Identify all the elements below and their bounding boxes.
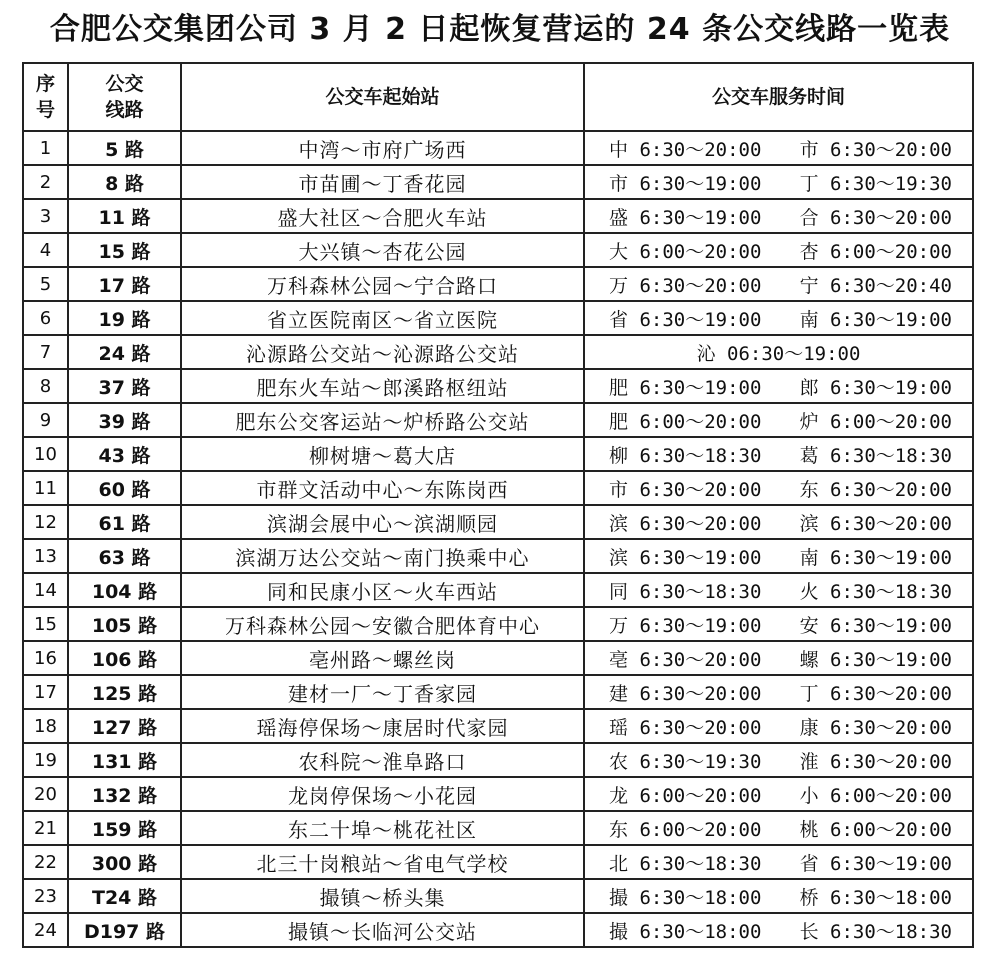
service-hours-end-terminal: 南 6:30～19:00	[799, 546, 952, 569]
row-index: 1	[23, 131, 68, 165]
route-stations: 建材一厂～丁香家园	[181, 675, 584, 709]
service-hours-start-terminal: 瑶 6:30～20:00	[609, 716, 762, 739]
table-row	[23, 879, 973, 913]
service-hours	[584, 471, 973, 505]
route-number: 104 路	[68, 573, 181, 607]
route-stations: 省立医院南区～省立医院	[181, 301, 584, 335]
service-hours-end-terminal: 宁 6:30～20:40	[799, 274, 952, 297]
row-index: 10	[23, 437, 68, 471]
route-stations: 大兴镇～杏花公园	[181, 233, 584, 267]
service-hours-end-terminal: 安 6:30～19:00	[799, 614, 952, 637]
service-hours	[584, 777, 973, 811]
route-number: 37 路	[68, 369, 181, 403]
route-number: 8 路	[68, 165, 181, 199]
route-stations: 肥东公交客运站～炉桥路公交站	[181, 403, 584, 437]
route-stations: 撮镇～长临河公交站	[181, 913, 584, 947]
route-number: 11 路	[68, 199, 181, 233]
service-hours-end-terminal: 郎 6:30～19:00	[799, 376, 952, 399]
page-title: 合肥公交集团公司 3 月 2 日起恢复营运的 24 条公交线路一览表	[49, 12, 951, 47]
service-hours	[584, 165, 973, 199]
route-stations: 北三十岗粮站～省电气学校	[181, 845, 584, 879]
service-hours-end-terminal: 南 6:30～19:00	[799, 308, 952, 331]
route-number: 15 路	[68, 233, 181, 267]
route-stations: 市苗圃～丁香花园	[181, 165, 584, 199]
service-hours	[584, 369, 973, 403]
row-index: 19	[23, 743, 68, 777]
route-stations: 东二十埠～桃花社区	[181, 811, 584, 845]
service-hours-end-terminal: 康 6:30～20:00	[799, 716, 952, 739]
service-hours	[584, 131, 973, 165]
route-number: T24 路	[68, 879, 181, 913]
service-hours-end-terminal: 桃 6:00～20:00	[799, 818, 952, 841]
table-row	[23, 301, 973, 335]
route-number: 60 路	[68, 471, 181, 505]
service-hours-start-terminal: 市 6:30～20:00	[609, 478, 762, 501]
table-row	[23, 539, 973, 573]
route-number: 19 路	[68, 301, 181, 335]
row-index: 14	[23, 573, 68, 607]
route-number: D197 路	[68, 913, 181, 947]
service-hours	[584, 199, 973, 233]
service-hours	[584, 301, 973, 335]
route-number: 106 路	[68, 641, 181, 675]
service-hours-start-terminal: 万 6:30～19:00	[609, 614, 762, 637]
row-index: 24	[23, 913, 68, 947]
table-row	[23, 505, 973, 539]
service-hours-end-terminal: 火 6:30～18:30	[799, 580, 952, 603]
service-hours-start-terminal: 肥 6:30～19:00	[609, 376, 762, 399]
route-stations: 肥东火车站～郎溪路枢纽站	[181, 369, 584, 403]
service-hours-end-terminal: 省 6:30～19:00	[799, 852, 952, 875]
row-index: 6	[23, 301, 68, 335]
table-row	[23, 913, 973, 947]
service-hours-start-terminal: 柳 6:30～18:30	[609, 444, 762, 467]
row-index: 9	[23, 403, 68, 437]
row-index: 18	[23, 709, 68, 743]
table-row	[23, 403, 973, 437]
route-stations: 市群文活动中心～东陈岗西	[181, 471, 584, 505]
header-hours: 公交车服务时间	[584, 63, 973, 131]
service-hours-end-terminal: 葛 6:30～18:30	[799, 444, 952, 467]
service-hours	[584, 641, 973, 675]
route-number: 300 路	[68, 845, 181, 879]
service-hours	[584, 539, 973, 573]
table-row	[23, 743, 973, 777]
row-index: 21	[23, 811, 68, 845]
table-row	[23, 675, 973, 709]
route-stations: 万科森林公园～宁合路口	[181, 267, 584, 301]
route-stations: 中湾～市府广场西	[181, 131, 584, 165]
route-stations: 撮镇～桥头集	[181, 879, 584, 913]
service-hours-end-terminal: 小 6:00～20:00	[799, 784, 952, 807]
service-hours-start-terminal: 撮 6:30～18:00	[609, 886, 762, 909]
service-hours-end-terminal: 合 6:30～20:00	[799, 206, 952, 229]
route-stations: 同和民康小区～火车西站	[181, 573, 584, 607]
service-hours-start-terminal: 中 6:30～20:00	[609, 138, 762, 161]
table-row	[23, 131, 973, 165]
service-hours	[584, 573, 973, 607]
service-hours	[584, 845, 973, 879]
table-row	[23, 641, 973, 675]
header-index: 序号	[23, 63, 68, 131]
table-body	[23, 131, 973, 947]
route-stations: 沁源路公交站～沁源路公交站	[181, 335, 584, 369]
row-index: 17	[23, 675, 68, 709]
service-hours	[584, 505, 973, 539]
table-row	[23, 267, 973, 301]
service-hours-start-terminal: 省 6:30～19:00	[609, 308, 762, 331]
table-row	[23, 811, 973, 845]
service-hours-end-terminal: 长 6:30～18:30	[799, 920, 952, 943]
route-number: 43 路	[68, 437, 181, 471]
service-hours-start-terminal: 建 6:30～20:00	[609, 682, 762, 705]
service-hours	[584, 743, 973, 777]
service-hours	[584, 403, 973, 437]
table-row	[23, 233, 973, 267]
service-hours-start-terminal: 农 6:30～19:30	[609, 750, 762, 773]
service-hours-end-terminal: 丁 6:30～20:00	[799, 682, 952, 705]
table-row	[23, 607, 973, 641]
service-hours-end-terminal: 炉 6:00～20:00	[799, 410, 952, 433]
service-hours-start-terminal: 撮 6:30～18:00	[609, 920, 762, 943]
table-row	[23, 199, 973, 233]
row-index: 16	[23, 641, 68, 675]
row-index: 3	[23, 199, 68, 233]
row-index: 22	[23, 845, 68, 879]
service-hours-start-terminal: 龙 6:00～20:00	[609, 784, 762, 807]
table-row	[23, 437, 973, 471]
service-hours	[584, 607, 973, 641]
route-stations: 柳树塘～葛大店	[181, 437, 584, 471]
service-hours-end-terminal: 桥 6:30～18:00	[799, 886, 952, 909]
header-stations: 公交车起始站	[181, 63, 584, 131]
service-hours-end-terminal: 滨 6:30～20:00	[799, 512, 952, 535]
row-index: 8	[23, 369, 68, 403]
route-stations: 农科院～淮阜路口	[181, 743, 584, 777]
service-hours	[584, 913, 973, 947]
row-index: 13	[23, 539, 68, 573]
table-row	[23, 471, 973, 505]
service-hours-loop: 沁 06:30～19:00	[696, 342, 861, 365]
row-index: 2	[23, 165, 68, 199]
route-number: 39 路	[68, 403, 181, 437]
route-stations: 亳州路～螺丝岗	[181, 641, 584, 675]
route-number: 24 路	[68, 335, 181, 369]
route-number: 5 路	[68, 131, 181, 165]
service-hours	[584, 335, 973, 369]
service-hours-end-terminal: 丁 6:30～19:30	[799, 172, 952, 195]
service-hours	[584, 233, 973, 267]
header-route: 公交 线路	[68, 63, 181, 131]
route-number: 132 路	[68, 777, 181, 811]
table-row	[23, 369, 973, 403]
service-hours-end-terminal: 螺 6:30～19:00	[799, 648, 952, 671]
service-hours	[584, 709, 973, 743]
service-hours-end-terminal: 市 6:30～20:00	[799, 138, 952, 161]
service-hours	[584, 437, 973, 471]
route-stations: 滨湖万达公交站～南门换乘中心	[181, 539, 584, 573]
route-number: 63 路	[68, 539, 181, 573]
row-index: 12	[23, 505, 68, 539]
table-row	[23, 777, 973, 811]
service-hours-start-terminal: 盛 6:30～19:00	[609, 206, 762, 229]
service-hours-end-terminal: 杏 6:00～20:00	[799, 240, 952, 263]
row-index: 4	[23, 233, 68, 267]
service-hours-start-terminal: 肥 6:00～20:00	[609, 410, 762, 433]
route-number: 159 路	[68, 811, 181, 845]
table-header-row	[23, 63, 973, 131]
service-hours-end-terminal: 东 6:30～20:00	[799, 478, 952, 501]
row-index: 5	[23, 267, 68, 301]
service-hours-start-terminal: 滨 6:30～20:00	[609, 512, 762, 535]
service-hours-start-terminal: 北 6:30～18:30	[609, 852, 762, 875]
route-stations: 万科森林公园～安徽合肥体育中心	[181, 607, 584, 641]
route-number: 105 路	[68, 607, 181, 641]
service-hours-start-terminal: 滨 6:30～19:00	[609, 546, 762, 569]
route-number: 17 路	[68, 267, 181, 301]
row-index: 15	[23, 607, 68, 641]
route-stations: 龙岗停保场～小花园	[181, 777, 584, 811]
service-hours-start-terminal: 同 6:30～18:30	[609, 580, 762, 603]
service-hours-start-terminal: 万 6:30～20:00	[609, 274, 762, 297]
service-hours-end-terminal: 淮 6:30～20:00	[799, 750, 952, 773]
bus-routes-table	[22, 62, 974, 948]
service-hours-start-terminal: 市 6:30～19:00	[609, 172, 762, 195]
service-hours-start-terminal: 亳 6:30～20:00	[609, 648, 762, 671]
row-index: 7	[23, 335, 68, 369]
table-row	[23, 573, 973, 607]
route-stations: 滨湖会展中心～滨湖顺园	[181, 505, 584, 539]
table-row	[23, 845, 973, 879]
table-row	[23, 709, 973, 743]
route-number: 127 路	[68, 709, 181, 743]
service-hours	[584, 811, 973, 845]
route-stations: 盛大社区～合肥火车站	[181, 199, 584, 233]
service-hours-start-terminal: 东 6:00～20:00	[609, 818, 762, 841]
route-number: 61 路	[68, 505, 181, 539]
service-hours	[584, 267, 973, 301]
route-stations: 瑶海停保场～康居时代家园	[181, 709, 584, 743]
row-index: 20	[23, 777, 68, 811]
service-hours	[584, 879, 973, 913]
service-hours	[584, 675, 973, 709]
route-number: 131 路	[68, 743, 181, 777]
route-number: 125 路	[68, 675, 181, 709]
row-index: 11	[23, 471, 68, 505]
row-index: 23	[23, 879, 68, 913]
table-row	[23, 335, 973, 369]
service-hours-start-terminal: 大 6:00～20:00	[609, 240, 762, 263]
table-row	[23, 165, 973, 199]
